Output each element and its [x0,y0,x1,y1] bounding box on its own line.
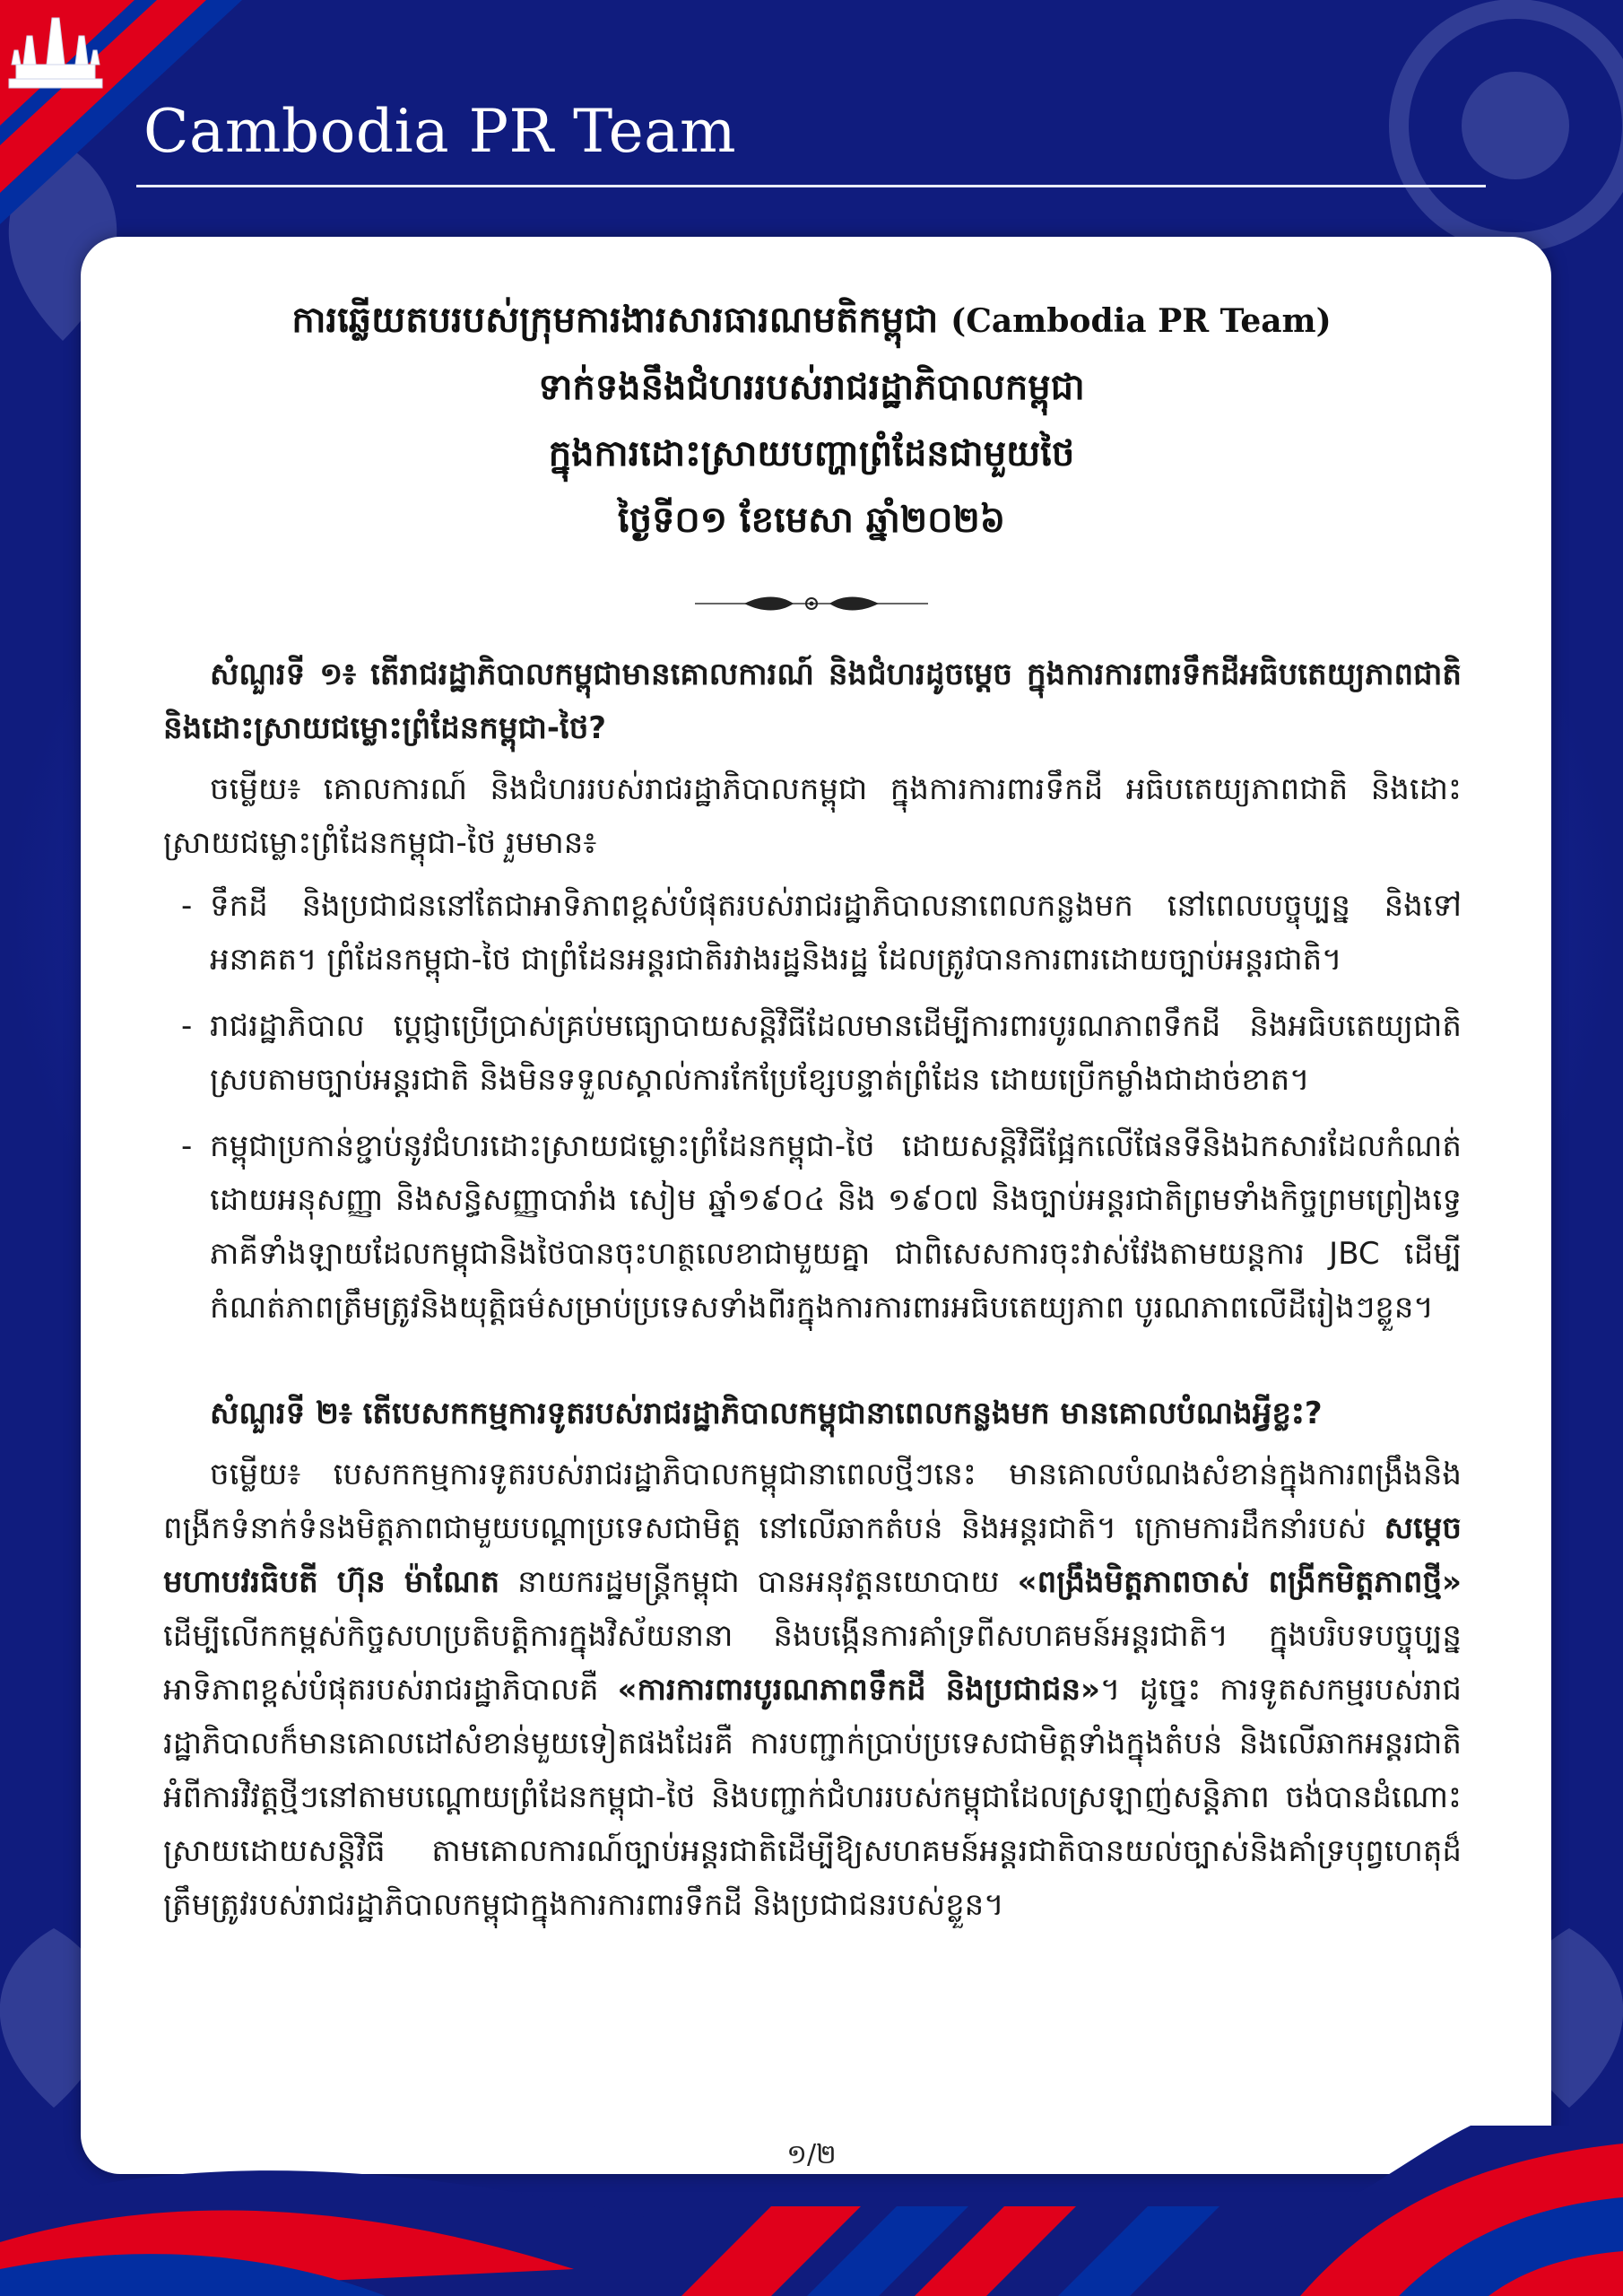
title-line-1-km: ការឆ្លើយតបរបស់ក្រុមការងារសារធារណមតិកម្ពុជា [291,300,939,341]
answer-1-list [163,879,1462,1335]
title-line-3: ក្នុងការដោះស្រាយបញ្ហាព្រំដែនជាមួយថៃ [548,433,1075,474]
list-item-text: កម្ពុជាប្រកាន់ខ្ជាប់នូវជំហរដោះស្រាយជម្លោះព្រំដែនកម្ពុជា-ថៃ ដោយសន្តិវិធីផ្អែកលើផែនទីនិងឯកសារដែលកំណត់ដោយអនុសញ្ញា និងសន្ធិសញ្ញាបារាំង សៀម ឆ្នាំ១៩០៤ និង ១៩០៧ និងច្បាប់អន្តរជាតិព្រមទាំងកិច្ចព្រមព្រៀងទ្វេភាគីទាំងឡាយដែលកម្ពុជានិងថៃបានចុះហត្ថលេខាជាមួយគ្នា ជាពិសេសការចុះវាស់វែងតាមយន្តការ JBC ដើម្បីកំណត់ភាពត្រឹមត្រូវនិងយុត្តិធម៌សម្រាប់ប្រទេសទាំងពីរក្នុងការការពារអធិបតេយ្យភាព បូរណភាពលើដីរៀងៗខ្លួន។ [210,1128,1462,1326]
header-divider [136,185,1486,187]
footer-flag-wave [0,2090,1623,2296]
document-body [163,648,1462,1941]
header-title: Cambodia PR Team [143,97,737,166]
answer-1: ចម្លើយ៖ គោលការណ៍ និងជំហររបស់រាជរដ្ឋាភិបាលកម្ពុជា ក្នុងការការពារទឹកដី អធិបតេយ្យភាពជាតិ និងដោះស្រាយជម្លោះព្រំដែនកម្ពុជា-ថៃ រួមមាន៖ [163,771,1462,861]
title-line-1-en: (Cambodia PR Team) [950,302,1332,340]
list-item: - កម្ពុជាប្រកាន់ខ្ជាប់នូវជំហរដោះស្រាយជម្លោះព្រំដែនកម្ពុជា-ថៃ ដោយសន្តិវិធីផ្អែកលើផែនទីនិងឯកសារដែលកំណត់ដោយអនុសញ្ញា និងសន្ធិសញ្ញាបារាំង សៀម ឆ្នាំ១៩០៤ និង ១៩០៧ និងច្បាប់អន្តរជាតិព្រមទាំងកិច្ចព្រមព្រៀងទ្វេភាគីទាំងឡាយដែលកម្ពុជានិងថៃបានចុះហត្ថលេខាជាមួយគ្នា ជាពិសេសការចុះវាស់វែងតាមយន្តការ JBC ដើម្បីកំណត់ភាពត្រឹមត្រូវនិងយុត្តិធម៌សម្រាប់ប្រទេសទាំងពីរក្នុងការការពារអធិបតេយ្យភាព បូរណភាពលើដីរៀងៗខ្លួន។ [181,1128,1462,1326]
title-line-2: ទាក់ទងនឹងជំហររបស់រាជរដ្ឋាភិបាលកម្ពុជា [538,367,1085,408]
priority-quote: «ការការពារបូរណភាពទឹកដី និងប្រជាជន» [617,1672,1100,1708]
title-line-1 [0,287,1623,354]
list-item-text: រាជរដ្ឋាភិបាល ប្តេជ្ញាប្រើប្រាស់គ្រប់មធ្យោបាយសន្តិវិធីដែលមានដើម្បីការពារបូរណភាពទឹកដី និងអធិបតេយ្យជាតិស្របតាមច្បាប់អន្តរជាតិ និងមិនទទួលស្គាល់ការកែប្រែខ្សែបន្ទាត់ព្រំដែន ដោយប្រើកម្លាំងជាដាច់ខាត។ [210,1008,1462,1098]
document-title [0,287,1623,553]
list-item-text: ទឹកដី និងប្រជាជននៅតែជាអាទិភាពខ្ពស់បំផុតរបស់រាជរដ្ឋាភិបាលនាពេលកន្លងមក នៅពេលបច្ចុប្បន្ន និងទៅអនាគត។ ព្រំដែនកម្ពុជា-ថៃ ជាព្រំដែនអន្តរជាតិរវាងរដ្ឋនិងរដ្ឋ ដែលត្រូវបានការពារដោយច្បាប់អន្តរជាតិ។ [210,888,1462,978]
ornament-top-right [1372,0,1623,269]
question-2: សំណួរទី ២៖ តើបេសកកម្មការទូតរបស់រាជរដ្ឋាភិបាលកម្ពុជានាពេលកន្លងមក មានគោលបំណងអ្វីខ្លះ? [210,1396,1323,1431]
question-1: សំណួរទី ១៖ តើរាជរដ្ឋាភិបាលកម្ពុជាមានគោលការណ៍ និងជំហរដូចម្តេច ក្នុងការការពារទឹកដីអធិបតេយ្យភាពជាតិ និងដោះស្រាយជម្លោះព្រំដែនកម្ពុជា-ថៃ? [163,657,1462,746]
list-item: - ទឹកដី និងប្រជាជននៅតែជាអាទិភាពខ្ពស់បំផុតរបស់រាជរដ្ឋាភិបាលនាពេលកន្លងមក នៅពេលបច្ចុប្បន្ន និងទៅអនាគត។ ព្រំដែនកម្ពុជា-ថៃ ជាព្រំដែនអន្តរជាតិរវាងរដ្ឋនិងរដ្ឋ ដែលត្រូវបានការពារដោយច្បាប់អន្តរជាតិ។ [181,888,1462,978]
policy-quote: «ពង្រឹងមិត្តភាពចាស់ ពង្រីកមិត្តភាពថ្មី» [1017,1564,1462,1600]
title-line-4-date: ថ្ងៃទី០១ ខែមេសា ឆ្នាំ២០២៦ [617,500,1006,541]
leader-name: សម្តេចមហាបវរធិបតី ហ៊ុន ម៉ាណែត [163,1510,1462,1600]
page-number: ១/២ [786,2139,837,2170]
answer-2: ចម្លើយ៖ បេសកកម្មការទូតរបស់រាជរដ្ឋាភិបាលកម្ពុជានាពេលថ្មីៗនេះ មានគោលបំណងសំខាន់ក្នុងការពង្រឹងនិងពង្រីកទំនាក់ទំនងមិត្តភាពជាមួយបណ្តាប្រទេសជាមិត្ត នៅលើឆាកតំបន់ និងអន្តរជាតិ។ ក្រោមការដឹកនាំរបស់ សម្តេចមហាបវរធិបតី ហ៊ុន ម៉ាណែត នាយករដ្ឋមន្ត្រីកម្ពុជា បានអនុវត្តនយោបាយ «ពង្រឹងមិត្តភាពចាស់ ពង្រីកមិត្តភាពថ្មី» ដើម្បីលើកកម្ពស់កិច្ចសហប្រតិបត្តិការក្នុងវិស័យនានា និងបង្កើនការគាំទ្រពីសហគមន៍អន្តរជាតិ។ ក្នុងបរិបទបច្ចុប្បន្ន អាទិភាពខ្ពស់បំផុតរបស់រាជរដ្ឋាភិបាលគឺ «ការការពារបូរណភាពទឹកដី និងប្រជាជន»។ ដូច្នេះ ការទូតសកម្មរបស់រាជរដ្ឋាភិបាលក៏មានគោលដៅសំខាន់មួយទៀតផងដែរគឺ ការបញ្ជាក់ប្រាប់ប្រទេសជាមិត្តទាំងក្នុងតំបន់ និងលើឆាកអន្តរជាតិអំពីការវិវត្តថ្មីៗនៅតាមបណ្តោយព្រំដែនកម្ពុជា-ថៃ និងបញ្ជាក់ជំហររបស់កម្ពុជាដែលស្រឡាញ់សន្តិភាព ចង់បានដំណោះស្រាយដោយសន្តិវិធី តាមគោលការណ៍ច្បាប់អន្តរជាតិដើម្បីឱ្យសហគមន៍អន្តរជាតិបានយល់ច្បាស់និងគាំទ្របុព្វហេតុដ៏ត្រឹមត្រូវរបស់រាជរដ្ឋាភិបាលកម្ពុជាក្នុងការការពារទឹកដី និងប្រជាជនរបស់ខ្លួន។ [163,1457,1462,1923]
list-item: - រាជរដ្ឋាភិបាល ប្តេជ្ញាប្រើប្រាស់គ្រប់មធ្យោបាយសន្តិវិធីដែលមានដើម្បីការពារបូរណភាពទឹកដី និងអធិបតេយ្យជាតិស្របតាមច្បាប់អន្តរជាតិ និងមិនទទួលស្គាល់ការកែប្រែខ្សែបន្ទាត់ព្រំដែន ដោយប្រើកម្លាំងជាដាច់ខាត។ [181,1008,1462,1098]
ornamental-divider-icon [690,590,933,617]
